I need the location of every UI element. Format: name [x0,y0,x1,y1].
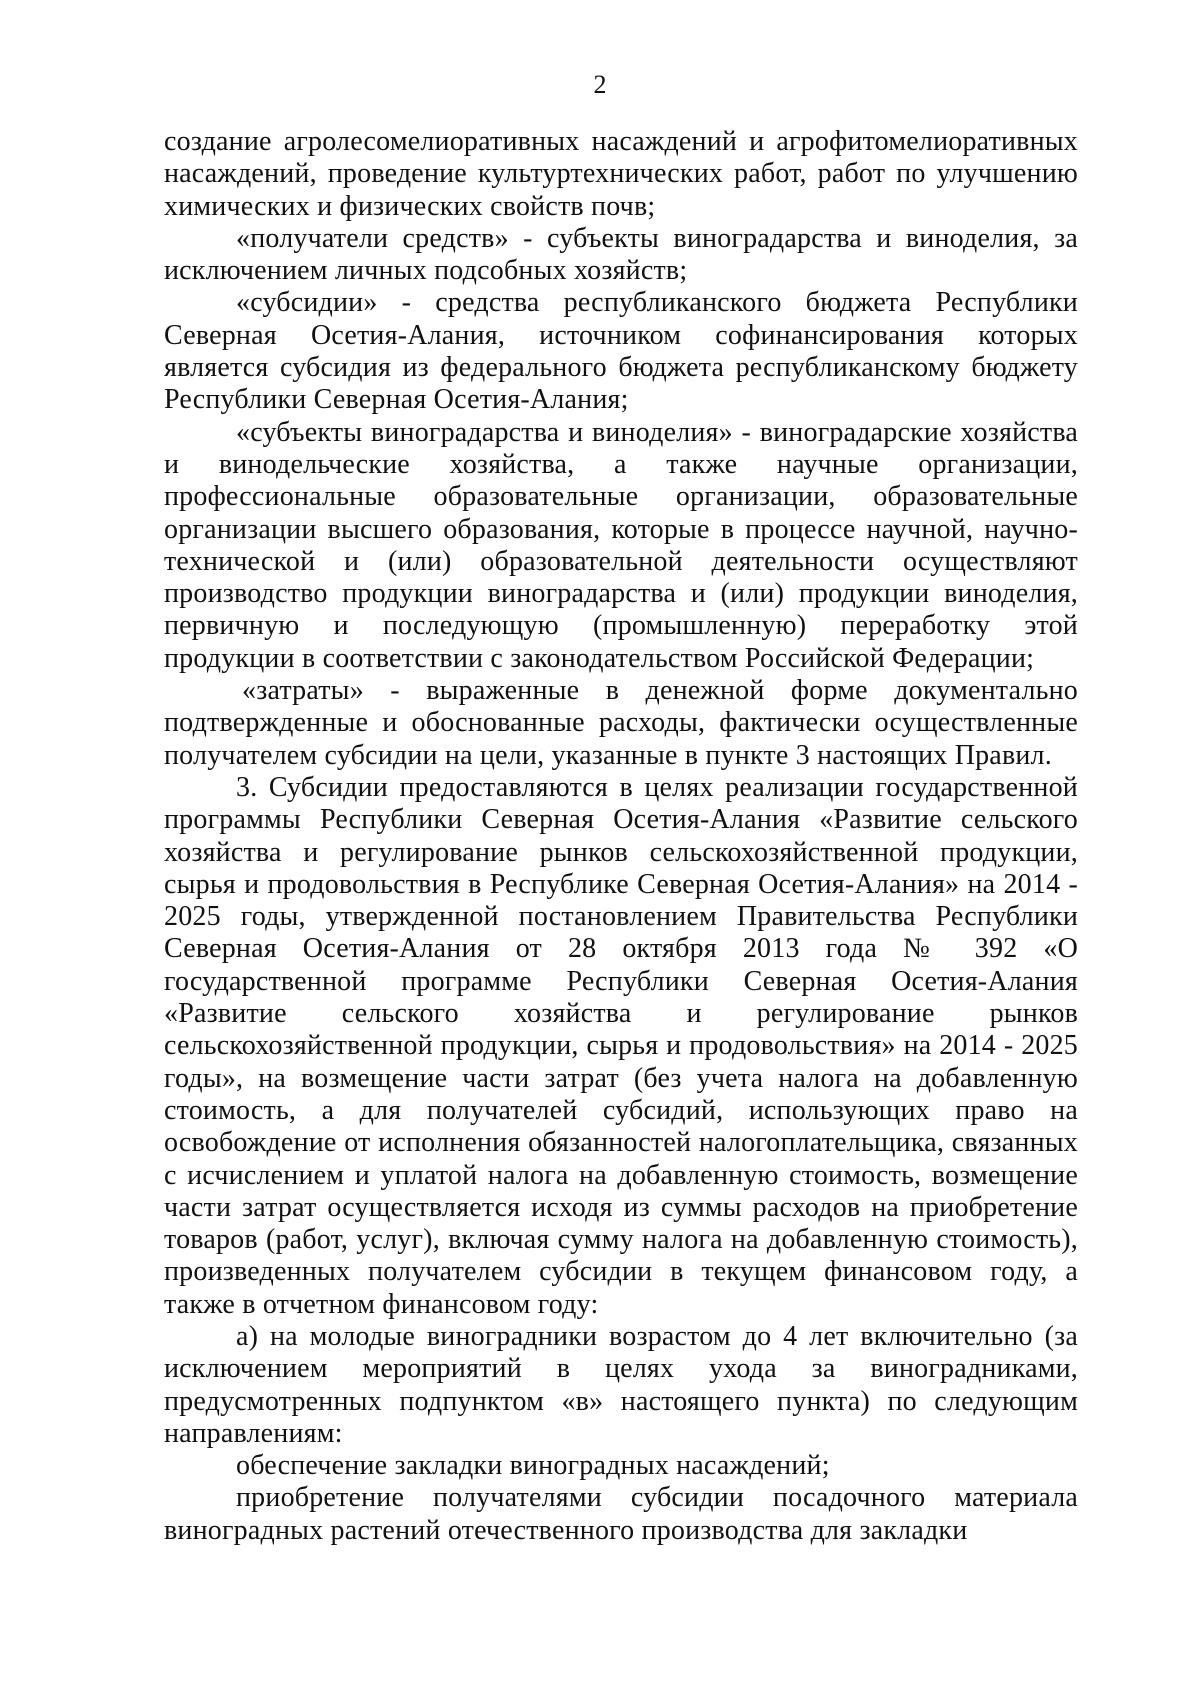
paragraph-item-3: 3. Субсидии предоставляются в целях реализации государственной программы Республики Северная Осетия-Алания «Развитие сельского хозяйства и регулирование рынков сельскохозяйственной продукции, сырья и продовольствия в Республике Северная Осетия-Алания» на 2014 - 2025 годы, утвержденной постановлением Правительства Республики Северная Осетия-Алания от 28 октября 2013 года № 392 «О государственной программе Республики Северная Осетия-Алания «Развитие сельского хозяйства и регулирование рынков сельскохозяйственной продукции, сырья и продовольствия» на 2014 - 2025 годы», на возмещение части затрат (без учета налога на добавленную стоимость, а для получателей субсидий, использующих право на освобождение от исполнения обязанностей налогоплательщика, связанных с исчислением и уплатой налога на добавленную стоимость, возмещение части затрат осуществляется исходя из суммы расходов на приобретение товаров (работ, услуг), включая сумму налога на добавленную стоимость), произведенных получателем субсидии в текущем финансовом году, а также в отчетном финансовом году: [164,771,1078,1320]
document-body [164,126,1078,1547]
paragraph-definition-subjects: «субъекты виноградарства и виноделия» - виноградарские хозяйства и винодельческие хозяйства, а также научные организации, профессиональные образовательные организации, образовательные организации высшего образования, которые в процессе научной, научно-технической и (или) образовательной деятельности осуществляют производство продукции виноградарства и (или) продукции виноделия, первичную и последующую (промышленную) переработку этой продукции в соответствии с законодательством Российской Федерации; [164,416,1078,674]
paragraph-subitem-a: а) на молодые виноградники возрастом до 4 лет включительно (за исключением мероприятий в целях ухода за виноградниками, предусмотренных подпунктом «в» настоящего пункта) по следующим направлениям: [164,1320,1078,1449]
paragraph-direction-purchase: приобретение получателями субсидии посадочного материала виноградных растений отечественного производства для закладки [164,1482,1078,1546]
paragraph-definition-costs: «затраты» - выраженные в денежной форме документально подтвержденные и обоснованные расходы, фактически осуществленные получателем субсидии на цели, указанные в пункте 3 настоящих Правил. [164,675,1078,771]
paragraph-continuation: создание агролесомелиоративных насаждений и агрофитомелиоративных насаждений, проведение культуртехнических работ, работ по улучшению химических и физических свойств почв; [164,126,1078,222]
paragraph-definition-recipients: «получатели средств» - субъекты виноградарства и виноделия, за исключением личных подсобных хозяйств; [164,222,1078,287]
page-number: 2 [593,70,607,99]
paragraph-direction-planting: обеспечение закладки виноградных насаждений; [236,1450,830,1482]
paragraph-definition-subsidies: «субсидии» - средства республиканского бюджета Республики Северная Осетия-Алания, источником софинансирования которых является субсидия из федерального бюджета республиканскому бюджету Республики Северная Осетия-Алания; [164,287,1078,416]
